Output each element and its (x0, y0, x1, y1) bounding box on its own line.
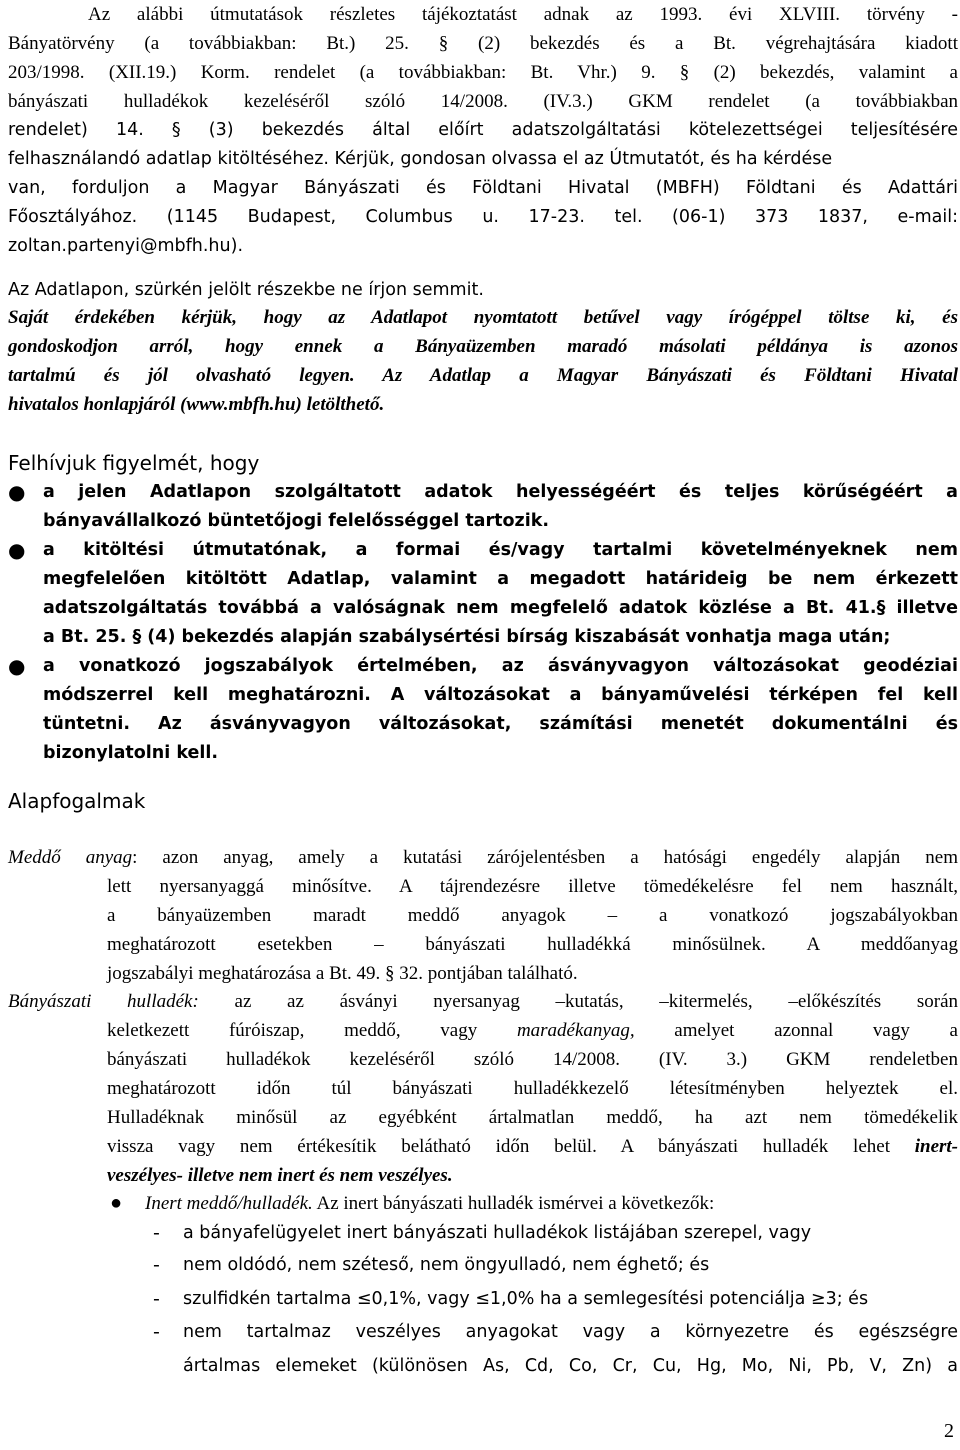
intro-line: van, forduljon a Magyar Bányászati és Földtani Hivatal (MBFH) Földtani és Adattári (8, 178, 958, 198)
definition-line: meghatározott esetekben – bányászati hulladékká minősülnek. A meddőanyag (107, 934, 958, 955)
dash-line: nem oldódó, nem széteső, nem öngyulladó, nem éghető; és (183, 1255, 710, 1275)
definition-line (107, 1016, 958, 1045)
dash-icon: - (153, 1288, 160, 1310)
emphasis-line: hivatalos honlapjáról (www.mbfh.hu) letölthető. (8, 394, 385, 415)
intro-line: Főosztályához. (1145 Budapest, Columbus u. 17-23. tel. (06-1) 373 1837, e-mail: (8, 207, 958, 227)
definition-line: bányászati hulladékok kezeléséről szóló 14/2008. (IV. 3.) GKM rendeletben (107, 1049, 958, 1070)
definition-line (107, 1132, 958, 1161)
bullet-line: bányavállalkozó büntetőjogi felelősséggel tartozik. (43, 511, 549, 531)
dash-item (8, 1318, 958, 1381)
dash-icon: - (153, 1321, 160, 1343)
attention-section (8, 449, 958, 478)
basics-heading: Alapfogalmak (8, 789, 146, 813)
definition-line: meghatározott időn túl bányászati hulladékkezelő létesítményben helyeztek el. (107, 1078, 958, 1099)
grey-note-text: Az Adatlapon, szürkén jelölt részekbe ne írjon semmit. (8, 280, 484, 300)
dash-line: nem tartalmaz veszélyes anyagokat vagy a környezetre és egészségre (183, 1322, 958, 1342)
dash-icon: - (153, 1222, 160, 1244)
emphasis-paragraph (8, 303, 958, 419)
inert-text: Az inert bányászati hulladék ismérvei a következők: (312, 1193, 715, 1214)
definition-line (8, 843, 958, 872)
inert-bullet (8, 1189, 958, 1218)
intro-line: Az alábbi útmutatások részletes tájékoztatást adnak az 1993. évi XLVIII. törvény - (88, 4, 958, 25)
definition-line: jogszabályi meghatározása a Bt. 49. § 32. pontjában található. (107, 963, 578, 984)
bullet-line: módszerrel kell meghatározni. A változásokat a bányaművelési térképen fel kell (43, 685, 958, 705)
definition-line (8, 987, 958, 1016)
definition-term: Meddő anyag (8, 847, 133, 868)
intro-paragraph (8, 0, 958, 261)
definition-text: : azon anyag, amely a kutatási zárójelentésben a hatósági engedély alapján nem (132, 847, 958, 868)
dash-line: szulfidkén tartalma ≤0,1%, vagy ≤1,0% ha a semlegesítési potenciálja ≥3; és (183, 1289, 869, 1309)
attention-bullet (8, 652, 958, 768)
bullet-line: adatszolgáltatás továbbá a valóságnak nem megfelelő adatok közlése a Bt. 41.§ illetve (43, 598, 958, 618)
dash-item (8, 1251, 958, 1280)
intro-line: Bányatörvény (a továbbiakban: Bt.) 25. § (2) bekezdés és a Bt. végrehajtására kiadott (8, 33, 958, 54)
grey-note (8, 276, 958, 305)
definition-emph: inert- (914, 1136, 958, 1157)
dash-line: ártalmas elemeket (különösen As, Cd, Co, Cr, Cu, Hg, Mo, Ni, Pb, V, Zn) a (183, 1356, 958, 1376)
definition-hulladek (8, 987, 958, 1190)
attention-bullet (8, 478, 958, 536)
bullet-icon: ● (8, 538, 26, 562)
intro-line: rendelet) 14. § (3) bekezdés által előírt adatszolgáltatási kötelezettségei teljesítésére (8, 120, 958, 140)
basics-section (8, 787, 958, 816)
definition-line: a bányaüzemben maradt meddő anyagok – a vonatkozó jogszabályokban (107, 905, 958, 926)
definition-text: amelyet azonnal vagy a (634, 1020, 958, 1041)
intro-line: 203/1998. (XII.19.) Korm. rendelet (a továbbiakban: Bt. Vhr.) 9. § (2) bekezdés, valamint a (8, 62, 958, 83)
bullet-line: megfelelően kitöltött Adatlap, valamint a megadott határideig be nem érkezett (43, 569, 958, 589)
definition-text: vissza vagy nem értékesítik belátható időn belül. A bányászati hulladék lehet (107, 1136, 915, 1157)
bullet-line: tüntetni. Az ásványvagyon változásokat, számítási menetét dokumentálni és (43, 714, 958, 734)
attention-heading: Felhívjuk figyelmét, hogy (8, 451, 260, 475)
definition-line: veszélyes- illetve nem inert és nem veszélyes. (107, 1165, 453, 1186)
intro-line: bányászati hulladékok kezeléséről szóló 14/2008. (IV.3.) GKM rendelet (a továbbiakban (8, 91, 958, 112)
definition-line: lett nyersanyaggá minősítve. A tájrendezésre illetve tömedékelésre fel nem használt, (107, 876, 958, 897)
bullet-line: a kitöltési útmutatónak, a formai és/vagy tartalmi követelményeknek nem (43, 540, 958, 560)
dash-item (8, 1285, 958, 1314)
bullet-line: a vonatkozó jogszabályok értelmében, az ásványvagyon változásokat geodéziai (43, 656, 958, 676)
definition-line: Hulladéknak minősül az egyébként ártalmatlan meddő, ha azt nem tömedékelik (107, 1107, 958, 1128)
bullet-icon: ● (8, 480, 26, 504)
dash-line: a bányafelügyelet inert bányászati hulladékok listájában szerepel, vagy (183, 1223, 812, 1243)
dash-icon: - (153, 1254, 160, 1276)
emphasis-line: tartalmú és jól olvasható legyen. Az Adatlap a Magyar Bányászati és Földtani Hivatal (8, 365, 958, 386)
bullet-line: bizonylatolni kell. (43, 743, 219, 763)
definition-italic: maradékanyag, (516, 1020, 635, 1041)
emphasis-line: Saját érdekében kérjük, hogy az Adatlapot nyomtatott betűvel vagy írógéppel töltse ki, és (8, 307, 958, 328)
bullet-line: a jelen Adatlapon szolgáltatott adatok helyességéért és teljes körűségéért a (43, 482, 958, 502)
inert-line (145, 1189, 958, 1218)
emphasis-line: gondoskodjon arról, hogy ennek a Bányaüzemben maradó másolati példánya is azonos (8, 336, 958, 357)
definition-medd (8, 843, 958, 988)
dash-item (8, 1219, 958, 1248)
attention-bullet (8, 536, 958, 652)
intro-line: felhasználandó adatlap kitöltéséhez. Kérjük, gondosan olvassa el az Útmutatót, és ha kérdése (8, 149, 833, 169)
bullet-line: a Bt. 25. § (4) bekezdés alapján szabálysértési bírság kiszabását vonhatja maga után; (43, 627, 891, 647)
page-number: 2 (944, 1420, 954, 1442)
definition-term: Bányászati hulladék: (8, 991, 199, 1012)
bullet-icon: ● (8, 654, 26, 678)
inert-term: Inert meddő/hulladék. (145, 1193, 313, 1214)
definition-text: keletkezett fúróiszap, meddő, vagy (107, 1020, 517, 1041)
intro-line: zoltan.partenyi@mbfh.hu). (8, 236, 244, 256)
definition-text: az az ásványi nyersanyag –kutatás, –kitermelés, –előkészítés során (198, 991, 959, 1012)
bullet-icon: ● (110, 1192, 123, 1214)
